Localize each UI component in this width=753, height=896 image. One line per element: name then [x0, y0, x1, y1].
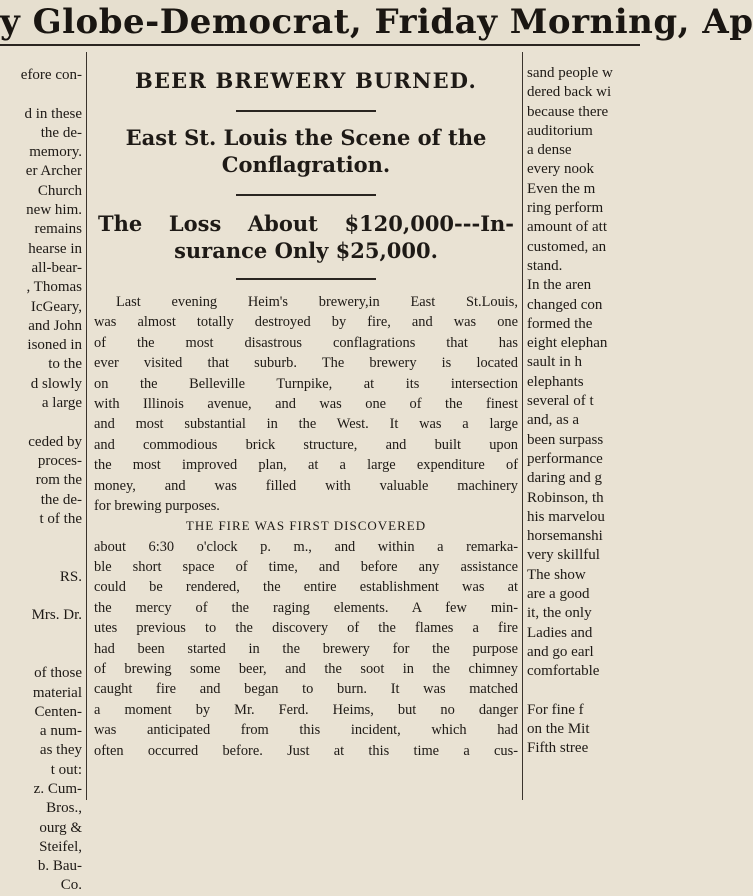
left-column-line: rom the [35, 472, 82, 489]
right-column-line: auditorium [527, 122, 593, 139]
newspaper-masthead [0, 0, 753, 46]
right-column-line: comfortable [527, 663, 600, 680]
left-column-line: RS. [59, 568, 82, 585]
left-column-line: proces- [37, 452, 82, 469]
article-line: ever visited that suburb. The brewery is located [94, 355, 518, 372]
right-column-line: The show [527, 566, 586, 583]
right-column [527, 64, 640, 759]
right-column-line: because there [527, 103, 609, 120]
left-column-line: IcGeary, [30, 298, 82, 315]
article-line: had been started in the brewery for the purpose [94, 640, 518, 657]
left-column-line: to the [48, 356, 82, 373]
separator-rule [236, 194, 376, 196]
paragraph-2 [94, 537, 518, 761]
left-column-line: ceded by [28, 433, 82, 450]
article-line: ble short space of time, and before any assistance [94, 559, 518, 576]
left-column-line [0, 548, 82, 567]
article-line: caught fire and began to burn. It was matched [94, 681, 518, 698]
left-column-line: the de- [40, 491, 82, 508]
right-column-line: Robinson, th [527, 489, 604, 506]
left-column-line: a large [41, 395, 82, 412]
right-column-line [527, 682, 640, 701]
article-subhead-loss [92, 210, 520, 264]
subhead-line: surance Only $25,000. [174, 238, 438, 263]
left-column-line: Co. [60, 877, 82, 894]
article-line: often occurred before. Just at this time a cus- [94, 742, 518, 759]
article-body [92, 292, 520, 761]
right-column-line: his marvelou [527, 508, 605, 525]
left-column-line: t out: [50, 761, 82, 778]
left-column-line: efore con- [20, 67, 82, 83]
article-line: the mercy of the raging elements. A few min- [94, 599, 518, 616]
article-line: for brewing purposes. [94, 497, 220, 514]
article-line: was anticipated from this incident, which had [94, 722, 518, 739]
right-column-line: Ladies and [527, 624, 593, 641]
article-line: Last evening Heim's brewery,in East St.Louis, [116, 294, 518, 310]
left-column-line: , Thomas [26, 279, 82, 296]
right-column-line: Fifth stree [527, 740, 589, 757]
section-heading: THE FIRE WAS FIRST DISCOVERED [185, 518, 427, 534]
right-column-line: and, as a [527, 412, 580, 429]
left-column-line: Centen- [34, 703, 82, 720]
right-column-line: on the Mit [527, 721, 590, 738]
right-column-line: dered back wi [527, 84, 612, 101]
article-line: on the Belleville Turnpike, at its intersection [94, 375, 518, 392]
left-column-line: z. Cum- [33, 780, 82, 797]
article-subhead-location [92, 124, 520, 178]
subhead-line: The Loss About $120,000---In- [98, 211, 514, 236]
subhead-line: East St. Louis the Scene of the [125, 125, 487, 150]
article-line: of brewing some beer, and the soot in the chimney [94, 661, 518, 678]
right-column-line: elephants [527, 373, 584, 390]
left-column-line: all-bear- [31, 259, 82, 276]
right-column-line: been surpass [527, 431, 604, 448]
article-line: and commodious brick structure, and built upon [94, 436, 518, 453]
separator-rule [236, 278, 376, 280]
right-column-line: sault in h [527, 354, 582, 371]
right-column-line: horsemanshi [527, 528, 603, 545]
left-column-line: d in these [24, 105, 82, 122]
article-line: could be rendered, the entire establishment was at [94, 579, 518, 596]
left-column-line: isoned in [27, 337, 82, 354]
left-column-line: as they [39, 742, 82, 759]
left-column-line: of those [34, 665, 82, 682]
column-rule-right [522, 52, 523, 800]
right-column-line: Even the m [527, 180, 596, 197]
right-column-line: For fine f [527, 701, 584, 718]
left-column-line: ourg & [39, 819, 82, 836]
right-column-line: customed, an [527, 238, 607, 255]
article-line: a moment by Mr. Ferd. Heims, but no danger [94, 701, 518, 718]
right-column-line: changed con [527, 296, 603, 313]
right-column-line: daring and g [527, 470, 602, 487]
left-column-line: new him. [26, 202, 82, 219]
article-line: was almost totally destroyed by fire, and was one [94, 314, 518, 331]
left-column-line [0, 529, 82, 548]
left-column-line: material [32, 684, 82, 701]
right-column-line: formed the [527, 315, 593, 332]
right-column-line: amount of att [527, 219, 607, 236]
right-column-line: it, the only [527, 605, 592, 622]
article-line: with Illinois avenue, and was one of the finest [94, 395, 518, 412]
masthead-title: y Globe-Democrat, Friday Morning, Ap [0, 2, 753, 42]
separator-rule [236, 110, 376, 112]
left-column-line: and John [28, 317, 82, 334]
article-line: utes previous to the discovery of the flames a fire [94, 620, 518, 637]
article-headline: BEER BREWERY BURNED. [135, 68, 477, 93]
left-column-line: Steifel, [39, 838, 82, 855]
left-column-line: memory. [29, 144, 82, 161]
article-line: money, and was filled with valuable machinery [94, 477, 518, 494]
left-column-line: Church [37, 182, 82, 199]
article-line: about 6:30 o'clock p. m., and within a remarka- [94, 538, 518, 555]
right-column-line: very skillful [527, 547, 600, 564]
paragraph-1 [94, 292, 518, 516]
left-column-line [0, 626, 82, 645]
left-column-line: hearse in [28, 240, 82, 257]
article-line: the most improved plan, at a large expenditure of [94, 457, 518, 474]
left-column-line: Bros., [46, 800, 82, 817]
right-column-line: stand. [527, 257, 563, 274]
left-column-line [0, 413, 82, 432]
right-column-line: several of t [527, 393, 594, 410]
left-column-line [0, 645, 82, 664]
left-column-line [0, 587, 82, 606]
right-column-line: every nook [527, 161, 595, 178]
subhead-line: Conflagration. [221, 152, 391, 177]
left-column-line: t of the [39, 510, 82, 527]
right-column-line: performance [527, 450, 603, 467]
right-column-line: sand people w [527, 65, 613, 81]
right-column-line: are a good [527, 586, 590, 603]
left-column-line: a num- [39, 723, 82, 740]
right-column-line: a dense [527, 142, 572, 159]
left-column-line: b. Bau- [37, 858, 82, 875]
column-rule-left [86, 52, 87, 800]
right-column-line: ring perform [527, 200, 604, 217]
left-column-line: remains [34, 221, 82, 238]
left-column-line: Mrs. Dr. [31, 607, 82, 624]
left-column-line [0, 85, 82, 104]
left-column [0, 66, 82, 896]
left-column-line: the de- [40, 124, 82, 141]
right-column-line: and go earl [527, 643, 594, 660]
right-column-line: In the aren [527, 277, 592, 294]
left-column-line: er Archer [25, 163, 82, 180]
article [92, 60, 520, 761]
article-line: of the most disastrous conflagrations that has [94, 334, 518, 351]
left-column-line: d slowly [30, 375, 82, 392]
article-line: and most substantial in the West. It was a large [94, 416, 518, 433]
right-column-line: eight elephan [527, 335, 608, 352]
